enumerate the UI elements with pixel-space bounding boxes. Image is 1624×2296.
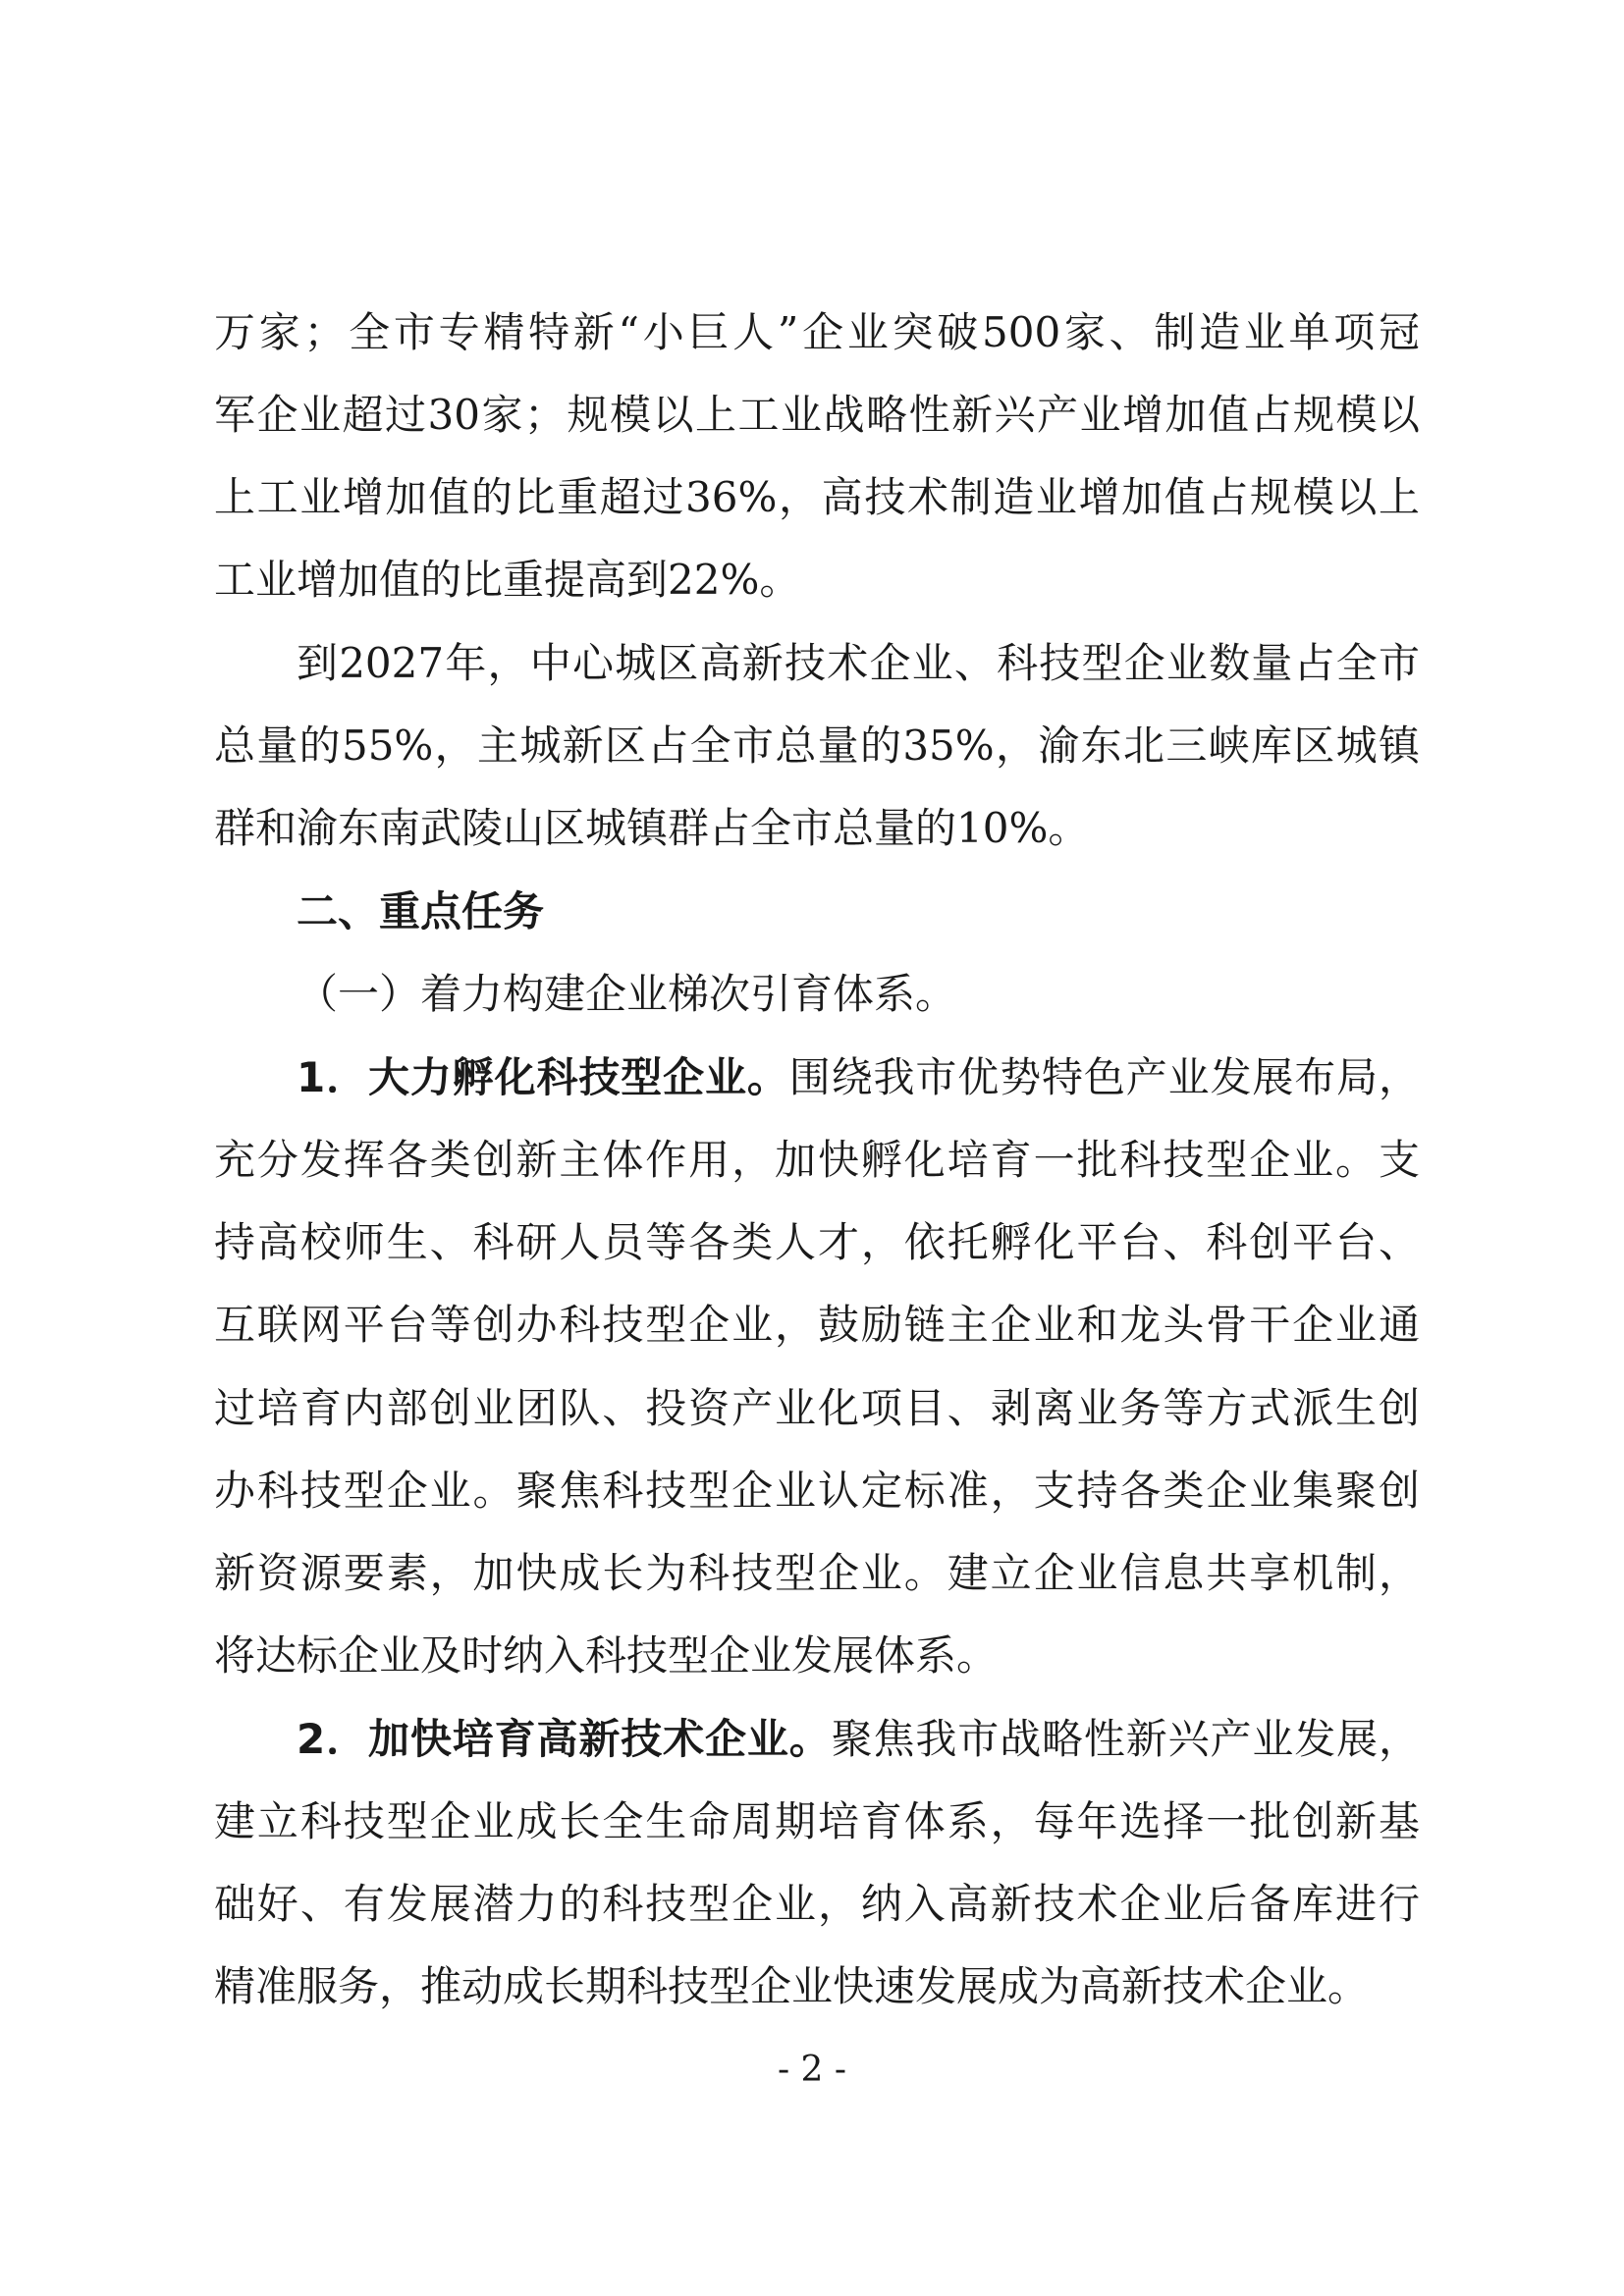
p2027-line-2: 总量的55%，主城新区占全市总量的35%，渝东北三峡库区城镇 [214,721,1420,770]
p2027-line-3: 群和渝东南武陵山区城镇群占全市总量的10%。 [214,804,1090,852]
item2-lead: 2．加快培育高新技术企业。 [297,1715,832,1763]
intro-line-2: 军企业超过30家；规模以上工业战略性新兴产业增加值占规模以 [214,391,1420,439]
p2027-line-1: 到2027年，中心城区高新技术企业、科技型企业数量占全市 [297,639,1420,687]
item1-line-5: 过培育内部创业团队、投资产业化项目、剥离业务等方式派生创 [214,1384,1420,1432]
item1-first-line-rest: 围绕我市优势特色产业发展布局， [788,1053,1420,1101]
item2-first-line [297,1715,1420,1763]
item1-line-2: 充分发挥各类创新主体作用，加快孵化培育一批科技型企业。支 [214,1136,1420,1184]
intro-line-4: 工业增加值的比重提高到22%。 [214,556,801,604]
section-heading: 二、重点任务 [297,887,545,935]
intro-line-3: 上工业增加值的比重超过36%，高技术制造业增加值占规模以上 [214,473,1420,521]
page-number: - 2 - [777,2050,847,2090]
item2-line-2: 建立科技型企业成长全生命周期培育体系，每年选择一批创新基 [214,1797,1420,1845]
item1-line-4: 互联网平台等创办科技型企业，鼓励链主企业和龙头骨干企业通 [214,1301,1420,1349]
item1-lead: 1．大力孵化科技型企业。 [297,1053,789,1101]
item1-line-3: 持高校师生、科研人员等各类人才，依托孵化平台、科创平台、 [214,1218,1420,1266]
item2-line-4: 精准服务，推动成长期科技型企业快速发展成为高新技术企业。 [214,1962,1370,2010]
item2-line-3: 础好、有发展潜力的科技型企业，纳入高新技术企业后备库进行 [214,1880,1420,1928]
item1-line-8: 将达标企业及时纳入科技型企业发展体系。 [214,1631,999,1680]
item1-line-7: 新资源要素，加快成长为科技型企业。建立企业信息共享机制， [214,1549,1420,1597]
subsection-heading: （一）着力构建企业梯次引育体系。 [297,970,957,1018]
item2-first-line-rest: 聚焦我市战略性新兴产业发展， [831,1715,1420,1763]
intro-line-1: 万家；全市专精特新“小巨人”企业突破500家、制造业单项冠 [214,308,1420,356]
item1-first-line [297,1053,1420,1101]
item1-line-6: 办科技型企业。聚焦科技型企业认定标准，支持各类企业集聚创 [214,1467,1420,1515]
